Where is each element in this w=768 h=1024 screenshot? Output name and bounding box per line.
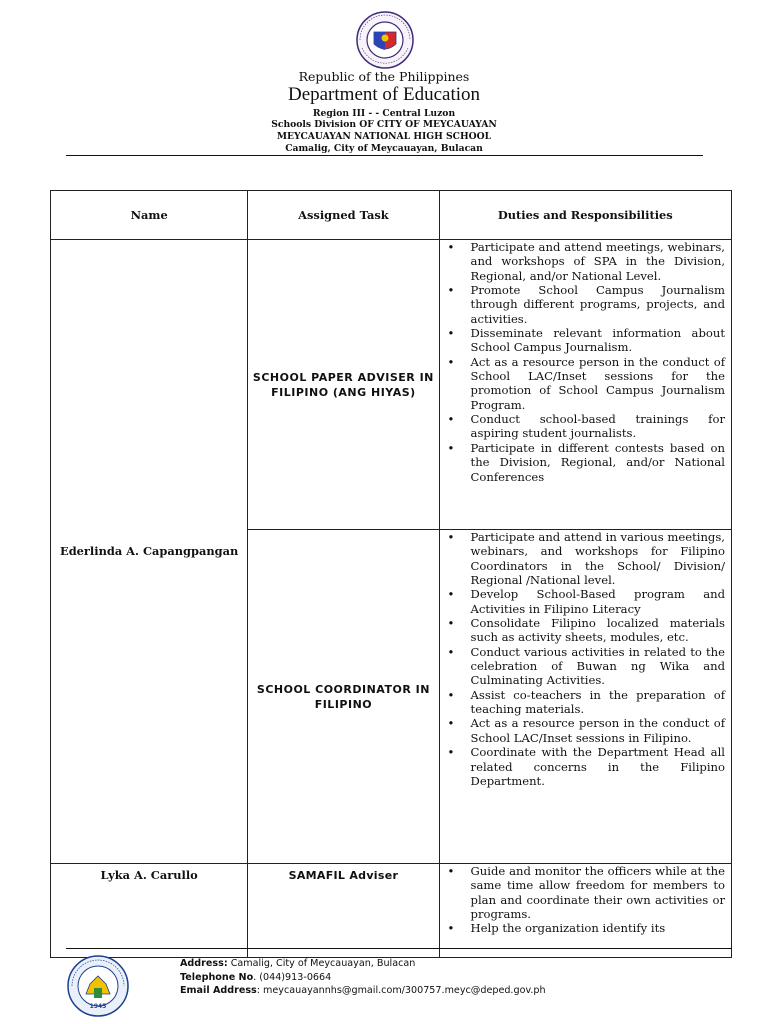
footer-address: Address: Camalig, City of Meycauayan, Bulacan bbox=[180, 958, 416, 969]
school-seal-logo bbox=[66, 954, 130, 1018]
table-header-row bbox=[51, 191, 732, 240]
table-row bbox=[51, 864, 732, 958]
duties-cell bbox=[439, 530, 731, 864]
list-item: • Develop School-Based program and Activities in Filipino Literacy bbox=[471, 587, 725, 616]
task-cell: SAMAFIL Adviser bbox=[248, 864, 439, 958]
list-item: • Assist co-teachers in the preparation of teaching materials. bbox=[471, 688, 725, 717]
republic-line: Republic of the Philippines bbox=[298, 69, 470, 84]
list-item: • Disseminate relevant information about School Campus Journalism. bbox=[471, 326, 725, 355]
duties-list bbox=[440, 530, 731, 788]
duties-list bbox=[440, 864, 731, 935]
duties-cell bbox=[439, 240, 731, 530]
department-title: Department of Education bbox=[287, 84, 481, 105]
list-item: • Consolidate Filipino localized materials such as activity sheets, modules, etc. bbox=[471, 616, 725, 645]
footer-email: Email Address: meycauayannhs@gmail.com/300757.meyc@deped.gov.ph bbox=[180, 985, 546, 996]
school-address: Camalig, City of Meycauayan, Bulacan bbox=[285, 143, 483, 154]
duties-table bbox=[50, 190, 732, 958]
footer-contact bbox=[180, 957, 546, 998]
header-divider bbox=[66, 155, 703, 156]
list-item: • Coordinate with the Department Head all related concerns in the Filipino Department. bbox=[471, 745, 725, 788]
list-item: • Promote School Campus Journalism through different programs, projects, and activities. bbox=[471, 283, 725, 326]
list-item: • Participate in different contests based on the Division, Regional, and/or National Conferences bbox=[471, 441, 725, 484]
list-item: • Participate and attend in various meetings, webinars, and workshops for Filipino Coordinators in the School/ Division/ Regional /National level. bbox=[471, 530, 725, 587]
division-line: Schools Division OF CITY OF MEYCAUAYAN bbox=[271, 119, 497, 130]
name-cell: Ederlinda A. Capangpangan bbox=[51, 240, 248, 864]
duties-list bbox=[440, 240, 731, 484]
school-name: MEYCAUAYAN NATIONAL HIGH SCHOOL bbox=[276, 131, 492, 142]
deped-seal-logo bbox=[350, 10, 420, 70]
footer-divider bbox=[66, 948, 732, 949]
list-item: • Conduct school-based trainings for aspiring student journalists. bbox=[471, 412, 725, 441]
name-cell: Lyka A. Carullo bbox=[51, 864, 248, 958]
duties-cell bbox=[439, 864, 731, 958]
list-item: • Participate and attend meetings, webinars, and workshops of SPA in the Division, Regional, and/or National Level. bbox=[471, 240, 725, 283]
list-item: • Act as a resource person in the conduct of School LAC/Inset sessions in Filipino. bbox=[471, 716, 725, 745]
header-assigned-task: Assigned Task bbox=[248, 191, 439, 240]
task-cell: SCHOOL PAPER ADVISER IN FILIPINO (ANG HIYAS) bbox=[248, 240, 439, 530]
region-line: Region III - - Central Luzon bbox=[312, 108, 456, 119]
table-row bbox=[51, 240, 732, 530]
list-item: • Conduct various activities in related to the celebration of Buwan ng Wika and Culminating Activities. bbox=[471, 645, 725, 688]
task-cell: SCHOOL COORDINATOR IN FILIPINO bbox=[248, 530, 439, 864]
list-item: • Help the organization identify its bbox=[471, 921, 725, 935]
list-item: • Guide and monitor the officers while at the same time allow freedom for members to plan and coordinate their own activities or programs. bbox=[471, 864, 725, 921]
list-item: • Act as a resource person in the conduct of School LAC/Inset sessions for the promotion of School Campus Journalism Program. bbox=[471, 355, 725, 412]
svg-text:1945: 1945 bbox=[89, 1003, 107, 1010]
header-duties: Duties and Responsibilities bbox=[439, 191, 731, 240]
footer-telephone: Telephone No. (044)913-0664 bbox=[180, 971, 332, 983]
header-name: Name bbox=[51, 191, 248, 240]
